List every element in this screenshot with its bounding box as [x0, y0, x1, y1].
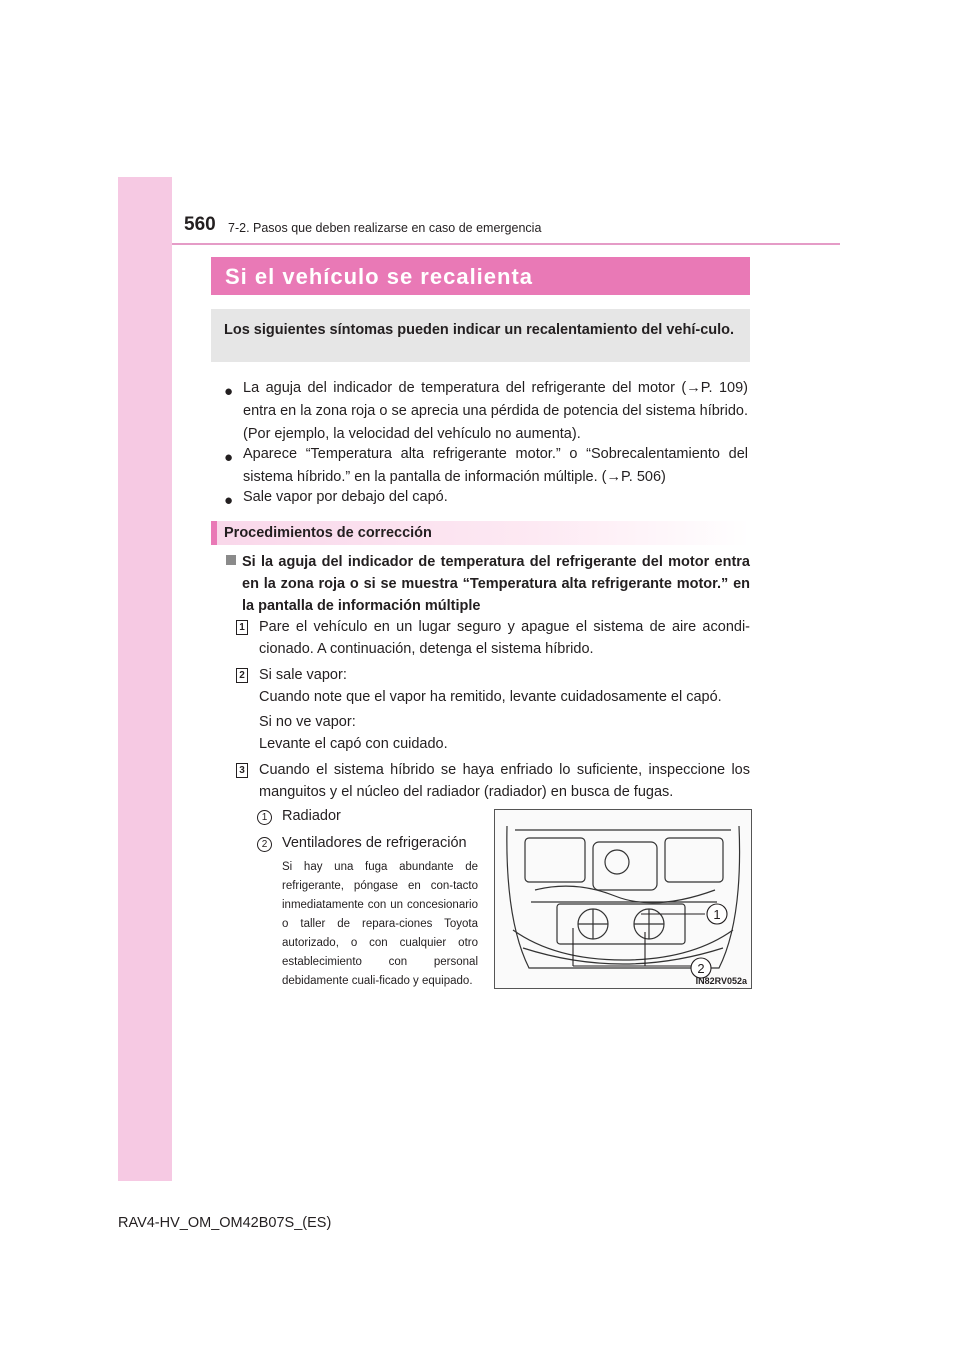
step-number-badge: 1	[236, 620, 248, 635]
symptom-text: La aguja del indicador de temperatura del refrigerante del motor (→P. 109) entra en la zona roja o se aprecia una pérdida de potencia del sistema híbrido. (Por ejemplo, la velocidad del vehículo no aumenta).	[243, 380, 748, 442]
title-bar	[211, 257, 750, 295]
symptom-text: Sale vapor por debajo del capó.	[243, 489, 448, 505]
legend-number-badge: 1	[257, 810, 272, 825]
bullet-dot-icon: ●	[224, 492, 234, 509]
page-title: Si el vehículo se recalienta	[225, 264, 534, 289]
bullet-dot-icon: ●	[224, 449, 234, 466]
document-code-footer: RAV4-HV_OM_OM42B07S_(ES)	[118, 1215, 332, 1231]
intro-box	[211, 309, 750, 362]
symptom-text: Aparece “Temperatura alta refrigerante motor.” o “Sobrecalentamiento del sistema híbrido.” en la pantalla de información múltiple. (→P. 506)	[243, 446, 748, 485]
figure-code: IN82RV052a	[695, 976, 747, 986]
case-title: Si la aguja del indicador de temperatura del refrigerante del motor entra en la zona roja o si se muestra “Temperatura alta refrigerante motor.” en la pantalla de información múltiple	[242, 554, 750, 614]
chapter-heading: 7-2. Pasos que deben realizarse en caso de emergencia	[228, 221, 542, 235]
legend-label-radiator: Radiador	[282, 808, 341, 824]
step-2-steam-label: Si sale vapor:	[259, 667, 347, 683]
step-1-text: Pare el vehículo en un lugar seguro y apague el sistema de aire acondi-cionado. A continuación, detenga el sistema híbrido.	[259, 619, 750, 657]
section-heading: Procedimientos de corrección	[224, 525, 432, 541]
engine-bay-drawing	[495, 810, 751, 988]
square-bullet-icon	[226, 555, 236, 565]
bullet-dot-icon: ●	[224, 383, 234, 400]
step-number-badge: 2	[236, 668, 248, 683]
step-2-nosteam-text: Levante el capó con cuidado.	[259, 736, 448, 752]
side-tab-band	[118, 177, 172, 1181]
section-heading-bar	[211, 521, 750, 545]
engine-bay-illustration	[494, 809, 752, 989]
legend-number-badge: 2	[257, 837, 272, 852]
callout-1: 1	[713, 907, 721, 922]
step-2-steam-text: Cuando note que el vapor ha remitido, levante cuidadosamente el capó.	[259, 689, 722, 705]
step-3-text: Cuando el sistema híbrido se haya enfriado lo suficiente, inspeccione los manguitos y el núcleo del radiador (radiador) en busca de fugas.	[259, 762, 750, 800]
callout-2: 2	[697, 961, 705, 976]
step-2-nosteam-label: Si no ve vapor:	[259, 714, 356, 730]
legend-label-fans: Ventiladores de refrigeración	[282, 835, 467, 851]
section-marker	[211, 521, 217, 545]
intro-text: Los siguientes síntomas pueden indicar un recalentamiento del vehí-culo.	[224, 322, 735, 338]
header-rule	[172, 243, 840, 245]
page-number: 560	[184, 214, 216, 235]
warning-note: Si hay una fuga abundante de refrigerante, póngase en con-tacto inmediatamente con un concesionario o taller de repara-ciones Toyota autorizado, o con cualquier otro establecimiento con personal debidamente cuali-ficado y equipado.	[282, 861, 478, 987]
step-number-badge: 3	[236, 763, 248, 778]
